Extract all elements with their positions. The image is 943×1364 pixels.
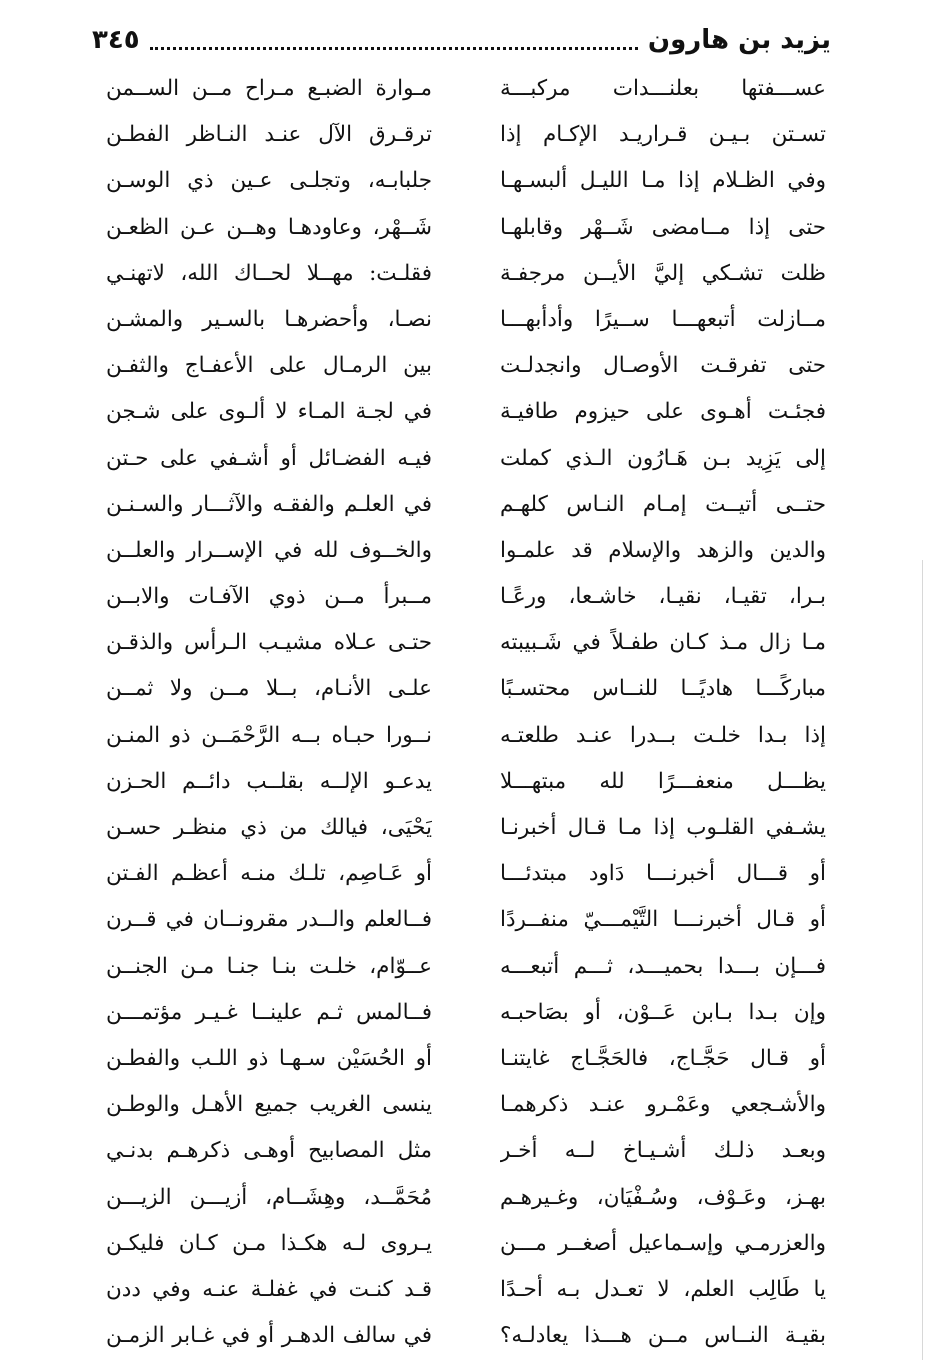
verse-second-hemistich: أو عَـاصِم، تلـك منـه أعظـم الفـتن [106, 861, 432, 887]
verse-second-hemistich: فقلـت: مهــلا لحــاك الله، لاتهنـي [106, 260, 432, 286]
verse-first-hemistich: والعزرمـي وإسـماعيل أصغــر مـــن [500, 1230, 826, 1256]
poem-body [106, 66, 826, 1359]
page-header [92, 18, 831, 62]
verse-first-hemistich: وإن بـدا بـابن عَــوْن، أو بصَاحبـه [500, 999, 826, 1025]
verse-second-hemistich: ينسى الغريب جميع الأهـل والوطـن [106, 1092, 432, 1118]
page-number: ٣٤٥ [92, 25, 140, 55]
verse-first-hemistich: مــازلت أتبعهـــا ســيرًا وأدأبهـــا [500, 306, 826, 332]
verse-second-hemistich: يـروى لـه هكـذا مـن كـان فليكـن [106, 1230, 432, 1256]
verse-first-hemistich: تسـتن بـيـن قـراريـد الإكـام إذا [500, 122, 826, 148]
verse-second-hemistich: فــالعلم والــدر مقرونــان في قــرن [106, 907, 432, 933]
verse-first-hemistich: وبعـد ذلـك أشـيـاخ لــه أخـر [500, 1138, 826, 1164]
verse-first-hemistich: وفي الظـلام إذا مـا الليـل ألبسـهـا [500, 168, 826, 194]
verse-first-hemistich: أو قـال حَجَّـاج، فالحَجَّـاج غايتنـا [500, 1045, 826, 1071]
verse-first-hemistich: يشـفي القلـوب إذا مـا قـال أخبرنـا [500, 815, 826, 840]
verse-second-hemistich: حتـى عـلاه مشيـب الـرأس والذقـن [106, 630, 432, 656]
verse-second-hemistich: مثل المصابيح أوهـى ذكرهـم بدنـي [106, 1138, 432, 1164]
verse-first-hemistich: حتــى أتيــت إمـام النـاس كلهـم [500, 491, 826, 517]
verse-first-hemistich: مباركًـــا هاديًــا للنــاس محتسـبًا [500, 676, 826, 702]
verse-first-hemistich: بـرا، تقيـا، نقيـا، خاشـعا، ورعًـا [500, 584, 826, 610]
verse-second-hemistich: مـوارة الضبـع مـراح مــن الســمن [106, 76, 432, 101]
verse-second-hemistich: يَحْيَى، فيالك من ذي منظـر حسـن [106, 815, 432, 840]
verse-second-hemistich: نصـا، وأحضرهـا بالسـير والمشـن [106, 306, 432, 332]
verse-second-hemistich: أو الحُسَيْن سـهـا ذو اللـب والفطـن [106, 1045, 432, 1071]
verse-second-hemistich: والخــوف لله في الإســرار والعلــن [106, 537, 432, 563]
verse-first-hemistich: بهـز، وعَـوْف، وسُـفْيَان، وغـيرهـم [500, 1184, 826, 1210]
verse-second-hemistich: جلبابـه، وتجلـى عـين ذي الوسـن [106, 168, 432, 194]
verse-second-hemistich: قـد كنـت في غفلـة عنـه وفي ددن [106, 1276, 432, 1302]
verse-second-hemistich: علـى الأنـام، بــلا مــن ولا ثمــن [106, 676, 432, 702]
verse-second-hemistich: نــورا حبـاه بــه الرَّحْمَــن ذو المنـن [106, 722, 432, 748]
verse-first-hemistich: أو قـــال أخبرنـــا دَاود مبتدئـــا [500, 861, 826, 887]
verse-first-hemistich: إذا بـدا خلـت بــدرا عنـد طلعتـه [500, 722, 826, 748]
verse-first-hemistich: حتى تفرقـت الأوصـال وانجدلـت [500, 353, 826, 379]
verse-second-hemistich: فــالمس ثـم علينــا غـيـر مؤتمـــن [106, 999, 432, 1025]
verse-first-hemistich: عســـفتها بعلنـــدات مركبـــة [500, 76, 826, 101]
verse-first-hemistich: مـا زال مـذ كـان طفـلاً في شَـبيبته [500, 630, 826, 656]
verse-second-hemistich: يدعـو الإلــه بقلــب دائــم الحـزن [106, 768, 432, 794]
verse-first-hemistich: فجئـت أهـوى على حيزوم طافيـة [500, 399, 826, 425]
verse-first-hemistich: إلى يَزِيد بـن هَـارُون الـذي كملت [500, 445, 826, 471]
verse-first-hemistich: والأشـجعي وعَمْـرو عنـد ذكرهمـا [500, 1092, 826, 1118]
verse-first-hemistich: يظـــل منعفـــرًا لله مبتهـــلا [500, 768, 826, 794]
verse-first-hemistich: بقيـة النــاس مــن هـــذا يعادلـه؟ [500, 1323, 826, 1349]
verse-second-hemistich: بين الرمـال على الأعفـاج والثفـن [106, 353, 432, 379]
running-title: يزيد بن هارون [647, 25, 831, 55]
verse-second-hemistich: في لجـة المـاء لا ألـوى على شـجن [106, 399, 432, 425]
verse-second-hemistich: في سالف الدهـر أو في غـابر الزمـن [106, 1323, 432, 1349]
verse-first-hemistich: يا طَالِب العلم، لا تعـدل بـه أحـدًا [500, 1276, 826, 1302]
verse-first-hemistich: حتى إذا مــامضى شَــهْر وقابلهـا [500, 214, 826, 240]
verse-second-hemistich: ترقـرق الآل عنـد النـاظر الفطـن [106, 122, 432, 148]
verse-second-hemistich: مُحَمَّــد، وهِشَــام، أزيـــن الزيـــن [106, 1184, 432, 1210]
verse-second-hemistich: عــوّام، خلـت بنـا جنـا مـن الجنــن [106, 953, 432, 979]
header-dot-leader [150, 47, 638, 50]
verse-second-hemistich: شَــهْر، وعاودهـا وهــن عـن الظعـن [106, 214, 432, 240]
verse-second-hemistich: مــبرأ مــن ذوي الآفـات والابــن [106, 584, 432, 610]
verse-second-hemistich: فيـه الفضـائل أو أشـفي على حـتن [106, 445, 432, 471]
verse-first-hemistich: ظلت تشـكي إليَّ الأيــن مرجفـة [500, 260, 826, 286]
verse-first-hemistich: فـــإن بـــدا بحميـــد، ثـــم أتبعـــه [500, 953, 826, 979]
verse-first-hemistich: أو قـال أخبرنـــا التَّيْمـــيّ منفــردًا [500, 907, 826, 933]
margin-rule [922, 560, 923, 1360]
verse-second-hemistich: في العلـم والفقـه والآثـــار والسـنـن [106, 491, 432, 517]
verse-first-hemistich: والدين والزهد والإسلام قد علمـوا [500, 537, 826, 563]
